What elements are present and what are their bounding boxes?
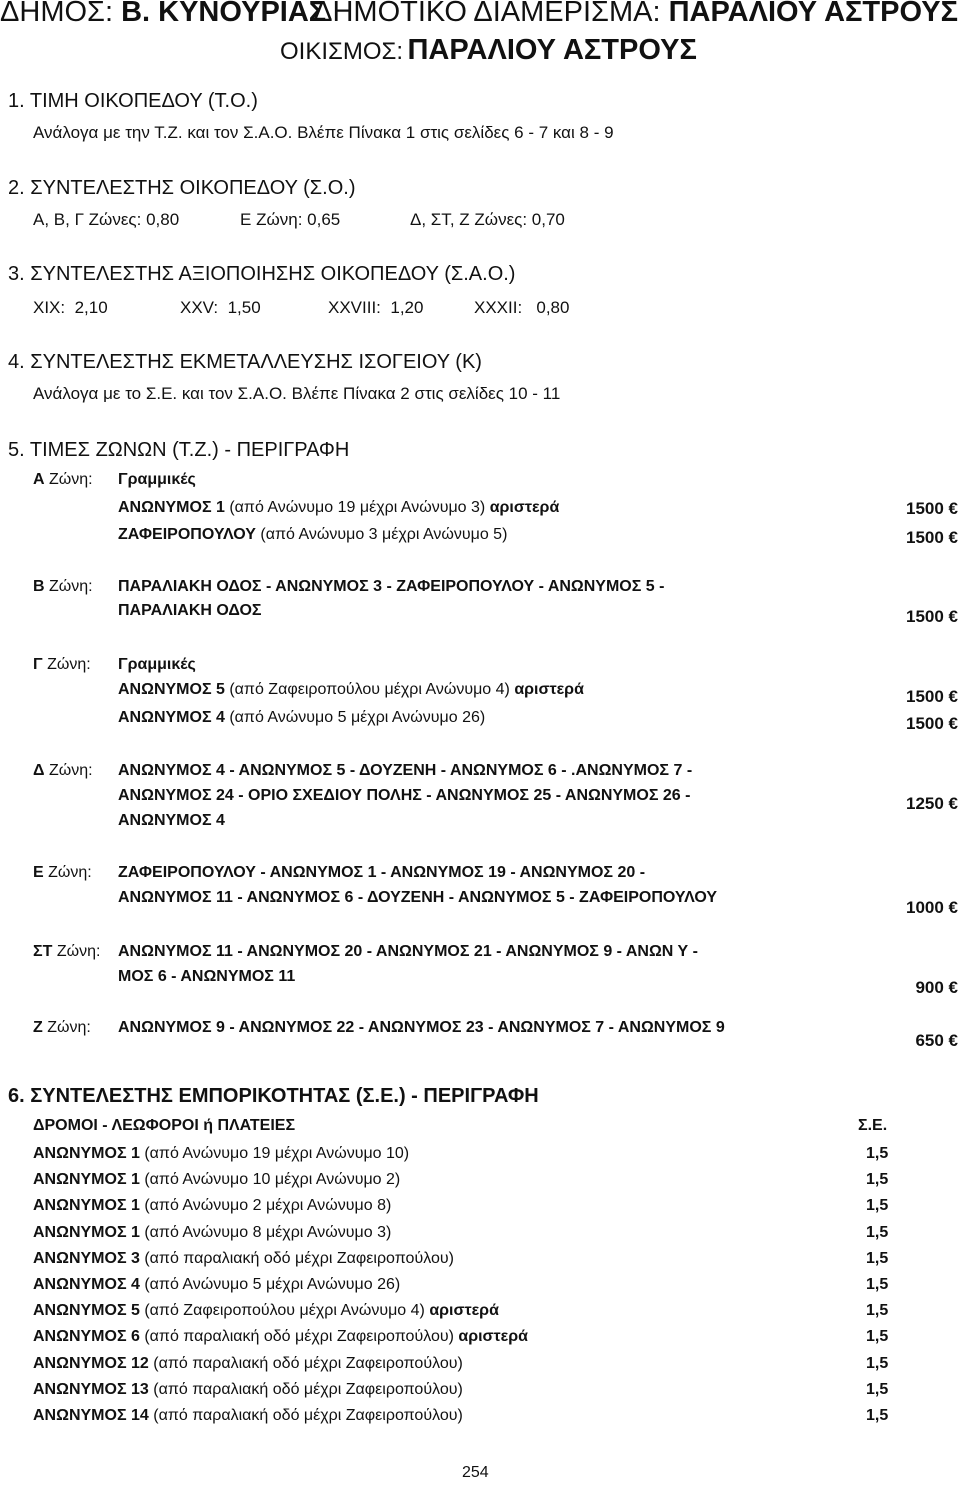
table-row [33, 1407, 463, 1425]
section2-title: 2. ΣΥΝΤΕΛΕΣΤΗΣ ΟΙΚΟΠΕΔΟΥ (Σ.Ο.) [8, 177, 356, 199]
zone-a-kind: Γραμμικές [118, 471, 196, 488]
zone-c-row-1: ΑΝΩΝΥΜΟΣ 5 (από Ζαφειροπούλου μέχρι Ανώνυμο 4) αριστερά [118, 681, 584, 698]
row-description: (από Ανώνυμο 2 μέχρι Ανώνυμο 8) [144, 1197, 392, 1214]
table-row [33, 1355, 463, 1373]
row-se-value: 1,5 [866, 1145, 889, 1162]
row-description: (από Ανώνυμο 10 μέχρι Ανώνυμο 2) [144, 1171, 401, 1188]
section3-item-xxxii: XXXII: 0,80 [474, 298, 570, 317]
table-row [33, 1302, 499, 1320]
row-name: ΑΝΩΝΥΜΟΣ 3 [33, 1250, 140, 1267]
zone-c-row-2: ΑΝΩΝΥΜΟΣ 4 (από Ανώνυμο 5 μέχρι Ανώνυμο 26) [118, 709, 486, 726]
table-row [33, 1145, 409, 1163]
zone-st-line-2: ΜΟΣ 6 - ΑΝΩΝΥΜΟΣ 11 [118, 968, 296, 985]
zone-a-row-2: ΖΑΦΕΙΡΟΠΟΥΛΟΥ (από Ανώνυμο 3 μέχρι Ανώνυμο 5) [118, 526, 508, 543]
table-row [33, 1276, 400, 1294]
row-se-value: 1,5 [866, 1328, 889, 1345]
zone-b-price: 1500 € [906, 607, 958, 626]
row-name: ΑΝΩΝΥΜΟΣ 4 [33, 1276, 140, 1293]
row-se-value: 1,5 [866, 1224, 889, 1241]
zone-b-line-2: ΠΑΡΑΛΙΑΚΗ ΟΔΟΣ [118, 602, 262, 619]
section5-title: 5. ΤΙΜΕΣ ΖΩΝΩΝ (Τ.Ζ.) - ΠΕΡΙΓΡΑΦΗ [8, 439, 350, 461]
page-number: 254 [462, 1464, 489, 1481]
zone-a-price-1: 1500 € [906, 499, 958, 518]
row-description: (από Ανώνυμο 19 μέχρι Ανώνυμο 10) [144, 1145, 410, 1162]
section4-text: Ανάλογα με το Σ.Ε. και τον Σ.Α.Ο. Βλέπε Πίνακα 2 στις σελίδες 10 - 11 [33, 384, 561, 403]
row-side: αριστερά [429, 1302, 499, 1319]
table-row [33, 1328, 528, 1346]
row-name: ΑΝΩΝΥΜΟΣ 6 [33, 1328, 140, 1345]
header-settlement: ΟΙΚΙΣΜΟΣ: ΠΑΡΑΛΙΟΥ ΑΣΤΡΟΥΣ [280, 34, 697, 66]
table-row [33, 1224, 391, 1242]
row-se-value: 1,5 [866, 1250, 889, 1267]
section3-item-xxviii: XXVIII: 1,20 [328, 298, 424, 317]
row-name: ΑΝΩΝΥΜΟΣ 12 [33, 1355, 149, 1372]
zone-a-row-1: ΑΝΩΝΥΜΟΣ 1 (από Ανώνυμο 19 μέχρι Ανώνυμο 3) αριστερά [118, 499, 560, 516]
row-side: αριστερά [458, 1328, 528, 1345]
row-se-value: 1,5 [866, 1171, 889, 1188]
zone-st-price: 900 € [915, 978, 958, 997]
table-row [33, 1250, 454, 1268]
zone-a-label: Α Ζώνη: [33, 471, 93, 488]
section6-title: 6. ΣΥΝΤΕΛΕΣΤΗΣ ΕΜΠΟΡΙΚΟΤΗΤΑΣ (Σ.Ε.) - ΠΕΡΙΓΡΑΦΗ [8, 1085, 539, 1107]
zone-z-label: Ζ Ζώνη: [33, 1019, 91, 1036]
zone-z-line-1: ΑΝΩΝΥΜΟΣ 9 - ΑΝΩΝΥΜΟΣ 22 - ΑΝΩΝΥΜΟΣ 23 - ΑΝΩΝΥΜΟΣ 7 - ΑΝΩΝΥΜΟΣ 9 [118, 1019, 725, 1036]
zone-a-price-2: 1500 € [906, 528, 958, 547]
zone-c-price-1: 1500 € [906, 687, 958, 706]
section3-item-xix: XIX: 2,10 [33, 298, 108, 317]
row-description: (από Ζαφειροπούλου μέχρι Ανώνυμο 4) [144, 1302, 425, 1319]
row-description: (από Ανώνυμο 5 μέχρι Ανώνυμο 26) [144, 1276, 401, 1293]
row-name: ΑΝΩΝΥΜΟΣ 1 [33, 1224, 140, 1241]
zone-c-price-2: 1500 € [906, 714, 958, 733]
section2-item-e: Ε Ζώνη: 0,65 [240, 210, 341, 229]
section6-column-header: ΔΡΟΜΟΙ - ΛΕΩΦΟΡΟΙ ή ΠΛΑΤΕΙΕΣ [33, 1117, 296, 1134]
section2-item-dstz: Δ, ΣΤ, Ζ Ζώνες: 0,70 [410, 210, 565, 229]
row-name: ΑΝΩΝΥΜΟΣ 1 [33, 1145, 140, 1162]
zone-b-label: Β Ζώνη: [33, 578, 93, 595]
zone-d-price: 1250 € [906, 794, 958, 813]
section4-title: 4. ΣΥΝΤΕΛΕΣΤΗΣ ΕΚΜΕΤΑΛΛΕΥΣΗΣ ΙΣΟΓΕΙΟΥ (Κ) [8, 351, 482, 373]
zone-z-price: 650 € [915, 1031, 958, 1050]
zone-d-line-3: ΑΝΩΝΥΜΟΣ 4 [118, 812, 225, 829]
row-se-value: 1,5 [866, 1197, 889, 1214]
header-municipality: ΔΗΜΟΣ: Β. ΚΥΝΟΥΡΙΑΣ [0, 0, 327, 28]
zone-d-label: Δ Ζώνη: [33, 762, 93, 779]
table-row [33, 1381, 463, 1399]
section2-item-abg: Α, Β, Γ Ζώνες: 0,80 [33, 210, 180, 229]
section3-item-xxv: XXV: 1,50 [180, 298, 261, 317]
zone-c-kind: Γραμμικές [118, 656, 196, 673]
section3-title: 3. ΣΥΝΤΕΛΕΣΤΗΣ ΑΞΙΟΠΟΙΗΣΗΣ ΟΙΚΟΠΕΔΟΥ (Σ.Α.Ο.) [8, 263, 516, 285]
row-se-value: 1,5 [866, 1302, 889, 1319]
zone-e-line-1: ΖΑΦΕΙΡΟΠΟΥΛΟΥ - ΑΝΩΝΥΜΟΣ 1 - ΑΝΩΝΥΜΟΣ 19 - ΑΝΩΝΥΜΟΣ 20 - [118, 864, 646, 881]
row-se-value: 1,5 [866, 1407, 889, 1424]
row-description: (από παραλιακή οδό μέχρι Ζαφειροπούλου) [153, 1407, 463, 1424]
row-name: ΑΝΩΝΥΜΟΣ 14 [33, 1407, 149, 1424]
row-se-value: 1,5 [866, 1355, 889, 1372]
table-row [33, 1171, 400, 1189]
row-se-value: 1,5 [866, 1276, 889, 1293]
row-description: (από παραλιακή οδό μέχρι Ζαφειροπούλου) [144, 1328, 454, 1345]
zone-e-label: Ε Ζώνη: [33, 864, 92, 881]
section1-title: 1. ΤΙΜΗ ΟΙΚΟΠΕΔΟΥ (Τ.Ο.) [8, 90, 258, 112]
row-description: (από παραλιακή οδό μέχρι Ζαφειροπούλου) [153, 1381, 463, 1398]
row-se-value: 1,5 [866, 1381, 889, 1398]
zone-e-line-2: ΑΝΩΝΥΜΟΣ 11 - ΑΝΩΝΥΜΟΣ 6 - ΔΟΥΖΕΝΗ - ΑΝΩΝΥΜΟΣ 5 - ΖΑΦΕΙΡΟΠΟΥΛΟΥ [118, 889, 718, 906]
table-row [33, 1197, 391, 1215]
zone-c-label: Γ Ζώνη: [33, 656, 91, 673]
section1-text: Ανάλογα με την Τ.Ζ. και τον Σ.Α.Ο. Βλέπε Πίνακα 1 στις σελίδες 6 - 7 και 8 - 9 [33, 123, 614, 142]
row-description: (από παραλιακή οδό μέχρι Ζαφειροπούλου) [144, 1250, 454, 1267]
row-description: (από Ανώνυμο 8 μέχρι Ανώνυμο 3) [144, 1224, 392, 1241]
zone-st-label: ΣΤ Ζώνη: [33, 943, 101, 960]
zone-b-line-1: ΠΑΡΑΛΙΑΚΗ ΟΔΟΣ - ΑΝΩΝΥΜΟΣ 3 - ΖΑΦΕΙΡΟΠΟΥΛΟΥ - ΑΝΩΝΥΜΟΣ 5 - [118, 578, 665, 595]
zone-d-line-1: ΑΝΩΝΥΜΟΣ 4 - ΑΝΩΝΥΜΟΣ 5 - ΔΟΥΖΕΝΗ - ΑΝΩΝΥΜΟΣ 6 - .ΑΝΩΝΥΜΟΣ 7 - [118, 762, 693, 779]
row-name: ΑΝΩΝΥΜΟΣ 1 [33, 1197, 140, 1214]
zone-st-line-1: ΑΝΩΝΥΜΟΣ 11 - ΑΝΩΝΥΜΟΣ 20 - ΑΝΩΝΥΜΟΣ 21 - ΑΝΩΝΥΜΟΣ 9 - ΑΝΩΝ Υ - [118, 943, 698, 960]
row-description: (από παραλιακή οδό μέχρι Ζαφειροπούλου) [153, 1355, 463, 1372]
row-name: ΑΝΩΝΥΜΟΣ 1 [33, 1171, 140, 1188]
row-name: ΑΝΩΝΥΜΟΣ 5 [33, 1302, 140, 1319]
row-name: ΑΝΩΝΥΜΟΣ 13 [33, 1381, 149, 1398]
zone-e-price: 1000 € [906, 898, 958, 917]
section6-column-value-header: Σ.Ε. [858, 1117, 888, 1134]
zone-d-line-2: ΑΝΩΝΥΜΟΣ 24 - ΟΡΙΟ ΣΧΕΔΙΟΥ ΠΟΛΗΣ - ΑΝΩΝΥΜΟΣ 25 - ΑΝΩΝΥΜΟΣ 26 - [118, 787, 691, 804]
header-district: ΔΗΜΟΤΙΚΟ ΔΙΑΜΕΡΙΣΜΑ: ΠΑΡΑΛΙΟΥ ΑΣΤΡΟΥΣ [313, 0, 958, 28]
